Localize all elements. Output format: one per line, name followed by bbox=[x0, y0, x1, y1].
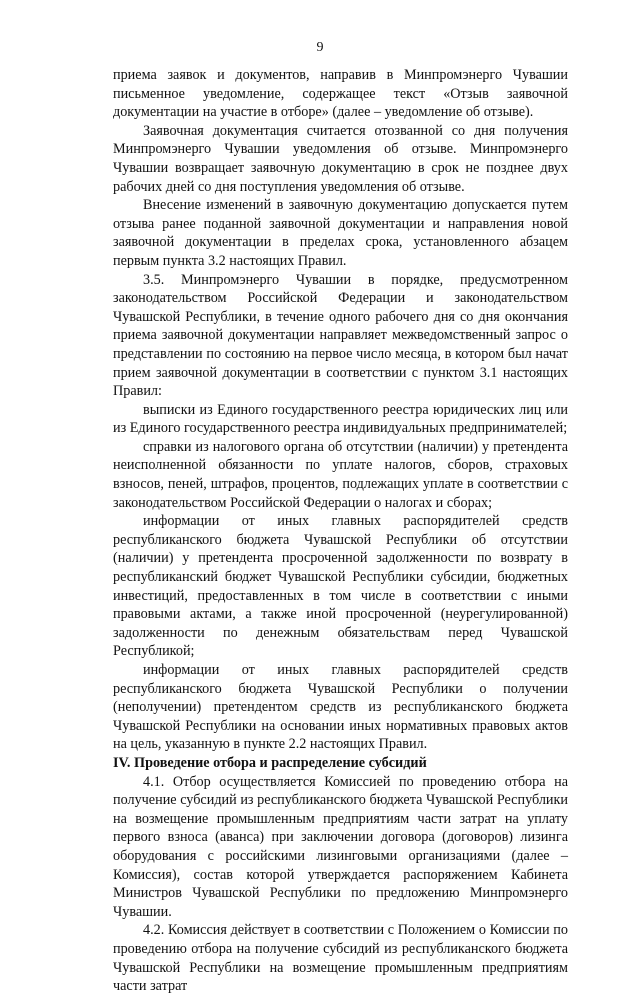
paragraph: 4.2. Комиссия действует в соответствии с Положением о Комиссии по проведению отбора на получение субсидий из республиканского бюджета Чувашской Республики на возмещение промышленным предприятиям части затрат bbox=[113, 922, 568, 995]
list-item: информации от иных главных распорядителей средств республиканского бюджета Чувашской Республики об отсутствии (наличии) у претендента просроченной задолженности по возврату в республиканский бюджет Чувашской Республики субсидии, бюджетных инвестиций, предоставленных в том числе в соответствии с иными правовыми актами, а также иной просроченной (неурегулированной) задолженности по денежным обязательствам перед Чувашской Республикой; bbox=[113, 513, 568, 660]
list-item: выписки из Единого государственного реестра юридических лиц или из Единого государственного реестра индивидуальных предпринимателей; bbox=[113, 401, 568, 437]
paragraph: 4.1. Отбор осуществляется Комиссией по проведению отбора на получение субсидий из республиканского бюджета Чувашской Республики на возмещение промышленным предприятиям части затрат на уплату первого взноса (аванса) при заключении договора (договоров) лизинга оборудования с российскими лизинговыми организациями (далее – Комиссия), состав которой утверждается распоряжением Кабинета Министров Чувашской Республики по предложению Минпромэнерго Чувашии. bbox=[113, 773, 568, 920]
paragraph: Заявочная документация считается отозванной со дня получения Минпромэнерго Чувашии уведомления об отзыве. Минпромэнерго Чувашии возвращает заявочную документацию в срок не позднее двух рабочих дней со дня поступления уведомления об отзыве. bbox=[113, 122, 568, 195]
paragraph: Внесение изменений в заявочную документацию допускается путем отзыва ранее поданной заявочной документации и направления новой заявочной документации в пределах срока, установленного абзацем первым пункта 3.2 настоящих Правил. bbox=[113, 197, 568, 269]
paragraph: 3.5. Минпромэнерго Чувашии в порядке, предусмотренном законодательством Российской Федерации и законодательством Чувашской Республики, в течение одного рабочего дня со дня окончания приема заявочной документации направляет межведомственный запрос о представлении по состоянию на первое число месяца, в котором был начат прием заявочной документации в соответствии с пунктом 3.1 настоящих Правил: bbox=[113, 271, 568, 400]
list-item: справки из налогового органа об отсутствии (наличии) у претендента неисполненной обязанности по уплате налогов, сборов, страховых взносов, пеней, штрафов, процентов, подлежащих уплате в соответствии с законодательством Российской Федерации о налогах и сборах; bbox=[113, 438, 568, 511]
document-body bbox=[113, 66, 568, 996]
section-heading: IV. Проведение отбора и распределение субсидий bbox=[113, 754, 427, 771]
list-item: информации от иных главных распорядителей средств республиканского бюджета Чувашской Республики о получении (неполучении) претендентом средств из республиканского бюджета Чувашской Республики на основании иных нормативных правовых актов на цель, указанную в пункте 2.2 настоящих Правил. bbox=[113, 662, 568, 753]
page-number: 9 bbox=[316, 40, 324, 55]
paragraph: приема заявок и документов, направив в Минпромэнерго Чувашии письменное уведомление, содержащее текст «Отзыв заявочной документации на участие в отборе» (далее – уведомление об отзыве). bbox=[113, 67, 568, 121]
